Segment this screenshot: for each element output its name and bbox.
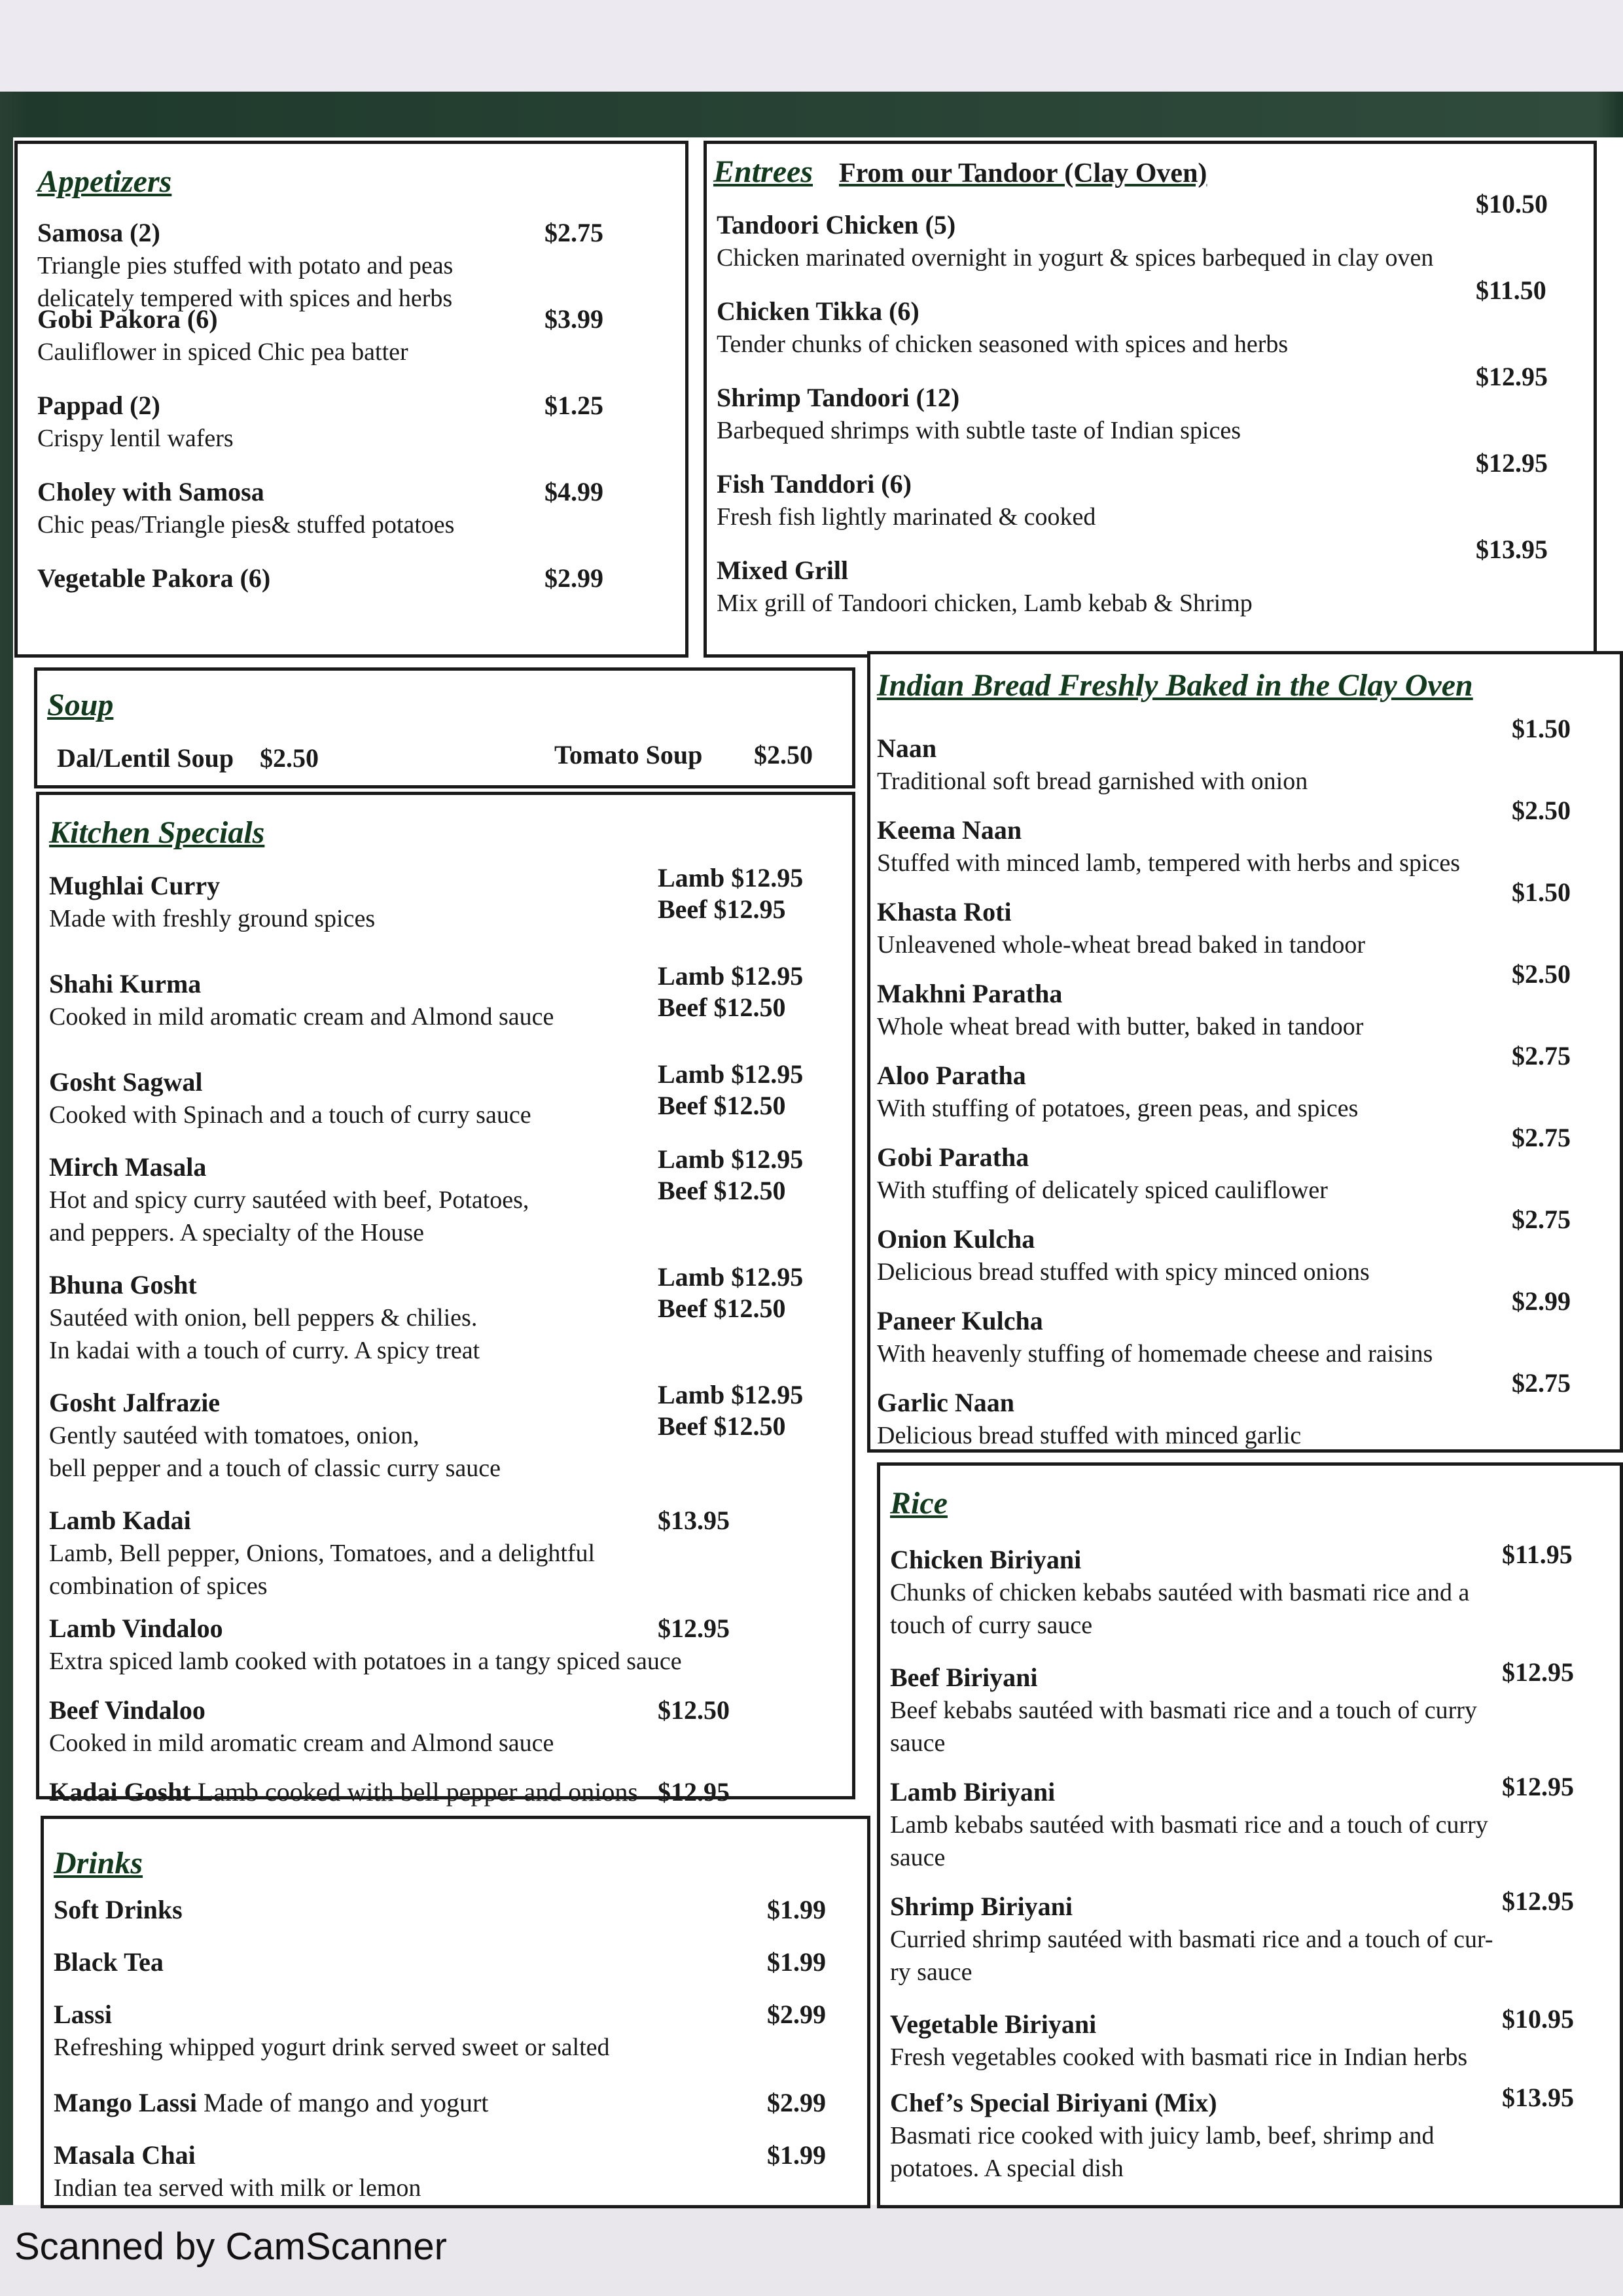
menu-item-description: Triangle pies stuffed with potato and peas: [37, 252, 454, 279]
menu-item-price: Lamb $12.95: [658, 1262, 804, 1292]
menu-item-name: Shrimp Tandoori (12): [717, 383, 960, 412]
menu-item-name: Shahi Kurma: [49, 969, 202, 998]
menu-item-price: $4.99: [544, 477, 603, 506]
menu-item-name: Mirch Masala: [49, 1152, 207, 1182]
entrees-subtitle: From our Tandoor (Clay Oven): [839, 158, 1207, 188]
menu-item-name: Lassi: [54, 2000, 112, 2029]
menu-item-description: Mix grill of Tandoori chicken, Lamb kebab & Shrimp: [717, 590, 1253, 617]
menu-item-description: Fresh vegetables cooked with basmati rice in Indian herbs: [890, 2043, 1468, 2071]
menu-item-price: $10.50: [1476, 189, 1548, 219]
menu-item-name: Choley with Samosa: [37, 477, 264, 506]
menu-item-description: With heavenly stuffing of homemade cheese and raisins: [877, 1340, 1433, 1368]
menu-item-description: Unleavened whole-wheat bread baked in tandoor: [877, 931, 1365, 959]
menu-item-price: Lamb $12.95: [658, 1144, 804, 1174]
menu-item-price: $12.50: [658, 1695, 730, 1725]
menu-item-description: Made with freshly ground spices: [49, 905, 376, 932]
menu-item-description: Refreshing whipped yogurt drink served sweet or salted: [54, 2034, 610, 2061]
menu-item-price: $11.95: [1502, 1540, 1573, 1569]
menu-item-description: Crispy lentil wafers: [37, 425, 234, 452]
menu-item-price: Lamb $12.95: [658, 1380, 804, 1409]
menu-item-name: Beef Vindaloo: [49, 1695, 205, 1725]
menu-item-name: Vegetable Pakora (6): [37, 563, 271, 593]
menu-item-description: bell pepper and a touch of classic curry sauce: [49, 1455, 501, 1482]
menu-item-description: With stuffing of delicately spiced cauliflower: [877, 1176, 1328, 1204]
soup-title: Soup: [47, 688, 114, 722]
menu-item-description: Extra spiced lamb cooked with potatoes in a tangy spiced sauce: [49, 1648, 682, 1675]
menu-item-name: Kadai Gosht Lamb cooked with bell pepper and onions: [49, 1777, 638, 1807]
menu-item-price: $1.50: [1512, 714, 1571, 743]
rice-section: [877, 1462, 1623, 2208]
menu-item-description: Cooked in mild aromatic cream and Almond sauce: [49, 1729, 554, 1757]
menu-item-price: $2.75: [1512, 1205, 1571, 1234]
soup-item-price: $2.50: [754, 740, 813, 769]
menu-item-price: $12.95: [1502, 1772, 1574, 1801]
menu-item-name: Paneer Kulcha: [877, 1306, 1043, 1335]
menu-item-description: and peppers. A specialty of the House: [49, 1219, 425, 1246]
bread-title: Indian Bread Freshly Baked in the Clay Oven: [877, 668, 1473, 703]
menu-item-description: combination of spices: [49, 1572, 268, 1600]
menu-item-description: Chic peas/Triangle pies& stuffed potatoes: [37, 511, 455, 539]
menu-item-name: Lamb Vindaloo: [49, 1614, 223, 1643]
menu-item-name: Gobi Pakora (6): [37, 304, 218, 334]
soup-item-price: $2.50: [260, 743, 319, 773]
menu-item-price: Lamb $12.95: [658, 1059, 804, 1089]
kitchen-specials-section: [36, 792, 855, 1807]
menu-item-name: Gosht Sagwal: [49, 1067, 203, 1097]
entrees-title-text: Entrees: [713, 154, 813, 189]
menu-item-name: Vegetable Biriyani: [890, 2009, 1097, 2039]
menu-item-name: Samosa (2): [37, 218, 160, 247]
menu-item-price: Beef $12.50: [658, 1176, 786, 1205]
menu-item-description: Beef kebabs sautéed with basmati rice and a touch of curry: [890, 1697, 1477, 1724]
menu-item-name: Mixed Grill: [717, 556, 849, 585]
menu-item-description: Whole wheat bread with butter, baked in tandoor: [877, 1013, 1364, 1040]
soup-item-name: Tomato Soup: [554, 740, 703, 769]
menu-item-price: $12.95: [658, 1614, 730, 1643]
menu-item-price: $1.99: [767, 1947, 826, 1977]
menu-item-price: $2.75: [1512, 1041, 1571, 1070]
menu-item-name: Soft Drinks: [54, 1895, 183, 1924]
menu-item-price: $1.99: [767, 1895, 826, 1924]
menu-item-price: $12.95: [658, 1777, 730, 1807]
menu-item-price: Lamb $12.95: [658, 961, 804, 991]
menu-item-price: $13.95: [658, 1506, 730, 1535]
menu-item-name: Tandoori Chicken (5): [717, 210, 956, 239]
menu-item-price: $2.99: [1512, 1286, 1571, 1316]
menu-item-name: Fish Tanddori (6): [717, 469, 912, 499]
menu-item-price: $12.95: [1476, 362, 1548, 391]
menu-item-price: $12.95: [1476, 448, 1548, 478]
menu-item-price: $13.95: [1502, 2083, 1574, 2112]
menu-item-price: $13.95: [1476, 535, 1548, 564]
menu-item-price: $2.75: [1512, 1368, 1571, 1398]
menu-item-description: ry sauce: [890, 1958, 972, 1986]
menu-item-name: Lamb Kadai: [49, 1506, 191, 1535]
menu-item-description: Curried shrimp sautéed with basmati rice and a touch of cur-: [890, 1926, 1493, 1953]
menu-item-price: $2.75: [1512, 1123, 1571, 1152]
menu-item-name: Onion Kulcha: [877, 1224, 1035, 1254]
menu-item-name: Bhuna Gosht: [49, 1270, 197, 1299]
menu-item-description: delicately tempered with spices and herbs: [37, 285, 453, 312]
menu-item-description: Lamb, Bell pepper, Onions, Tomatoes, and a delightful: [49, 1540, 596, 1567]
entrees-section: [704, 141, 1597, 658]
menu-item-price: $1.99: [767, 2140, 826, 2170]
menu-item-description: In kadai with a touch of curry. A spicy treat: [49, 1337, 480, 1364]
menu-item-description: sauce: [890, 1729, 946, 1757]
menu-item-name: Shrimp Biriyani: [890, 1892, 1073, 1921]
menu-item-description: Tender chunks of chicken seasoned with spices and herbs: [717, 330, 1289, 358]
menu-item-price: Beef $12.50: [658, 1294, 786, 1323]
menu-item-price: $2.99: [767, 2000, 826, 2029]
menu-item-name: Chef’s Special Biriyani (Mix): [890, 2088, 1217, 2117]
menu-item-description: Fresh fish lightly marinated & cooked: [717, 503, 1096, 531]
menu-item-price: $10.95: [1502, 2004, 1574, 2034]
soup-section: [34, 667, 855, 788]
menu-item-description: Cooked in mild aromatic cream and Almond sauce: [49, 1003, 554, 1031]
menu-item-name: Chicken Tikka (6): [717, 296, 919, 326]
menu-item-price: $2.50: [1512, 796, 1571, 825]
drinks-title: Drinks: [54, 1846, 143, 1881]
menu-item-price: Beef $12.50: [658, 1411, 786, 1441]
menu-item-name: Beef Biriyani: [890, 1663, 1038, 1692]
menu-item-name: Lamb Biriyani: [890, 1777, 1056, 1807]
menu-item-description: Sautéed with onion, bell peppers & chilies.: [49, 1304, 478, 1332]
menu-item-name: Makhni Paratha: [877, 979, 1063, 1008]
menu-item-name: Naan: [877, 733, 937, 763]
menu-item-name: Gosht Jalfrazie: [49, 1388, 221, 1417]
menu-item-description: Stuffed with minced lamb, tempered with herbs and spices: [877, 849, 1461, 877]
menu-item-price: $2.99: [544, 563, 603, 593]
menu-item-name: Keema Naan: [877, 815, 1022, 845]
menu-item-description: With stuffing of potatoes, green peas, and spices: [877, 1095, 1359, 1122]
bread-section: [867, 651, 1623, 1453]
menu-item-price: $2.99: [767, 2088, 826, 2117]
menu-item-description: Hot and spicy curry sautéed with beef, Potatoes,: [49, 1186, 529, 1214]
menu-item-price: $1.50: [1512, 877, 1571, 907]
menu-item-inline-desc: Lamb cooked with bell pepper and onions: [190, 1777, 638, 1807]
menu-item-name: Khasta Roti: [877, 897, 1012, 927]
menu-item-description: Indian tea served with milk or lemon: [54, 2174, 421, 2202]
menu-item-description: Gently sautéed with tomatoes, onion,: [49, 1422, 419, 1449]
appetizers-title: Appetizers: [37, 164, 172, 199]
menu-item-description: Delicious bread stuffed with spicy minced onions: [877, 1258, 1370, 1286]
menu-item-price: Beef $12.50: [658, 1091, 786, 1120]
menu-item-description: Lamb kebabs sautéed with basmati rice and a touch of curry: [890, 1811, 1488, 1839]
scan-top-edge: [0, 0, 1623, 92]
menu-item-price: $12.95: [1502, 1886, 1574, 1916]
menu-item-description: potatoes. A special dish: [890, 2155, 1124, 2182]
rice-title: Rice: [890, 1486, 948, 1521]
menu-item-name: Garlic Naan: [877, 1388, 1014, 1417]
menu-item-name: Gobi Paratha: [877, 1142, 1029, 1172]
menu-item-description: Chunks of chicken kebabs sautéed with basmati rice and a: [890, 1579, 1470, 1606]
soup-item-name: Dal/Lentil Soup: [57, 743, 234, 773]
appetizers-section: [14, 141, 688, 658]
menu-item-name: Mango Lassi Made of mango and yogurt: [54, 2088, 489, 2117]
menu-item-name: Pappad (2): [37, 391, 160, 420]
menu-item-inline-desc: Made of mango and yogurt: [196, 2088, 489, 2117]
menu-item-name: Masala Chai: [54, 2140, 196, 2170]
menu-item-price: $1.25: [544, 391, 603, 420]
menu-item-price: Lamb $12.95: [658, 863, 804, 892]
menu-item-description: Traditional soft bread garnished with onion: [877, 768, 1308, 795]
menu-item-name: Black Tea: [54, 1947, 164, 1977]
menu-item-price: Beef $12.95: [658, 894, 786, 924]
entrees-title: [713, 154, 1207, 190]
menu-item-price: $2.75: [544, 218, 603, 247]
menu-item-description: Basmati rice cooked with juicy lamb, beef, shrimp and: [890, 2122, 1435, 2149]
menu-item-price: $3.99: [544, 304, 603, 334]
menu-item-description: touch of curry sauce: [890, 1612, 1093, 1639]
menu-item-price: $11.50: [1476, 275, 1546, 305]
menu-item-price: $12.95: [1502, 1657, 1574, 1687]
kitchen-specials-title: Kitchen Specials: [49, 815, 265, 850]
menu-item-description: Chicken marinated overnight in yogurt & spices barbequed in clay oven: [717, 244, 1434, 272]
menu-item-name: Chicken Biriyani: [890, 1545, 1082, 1574]
menu-item-name: Aloo Paratha: [877, 1061, 1026, 1090]
menu-item-description: Cauliflower in spiced Chic pea batter: [37, 338, 408, 366]
menu-item-description: Cooked with Spinach and a touch of curry sauce: [49, 1101, 531, 1129]
scanner-footer: Scanned by CamScanner: [14, 2225, 447, 2268]
menu-item-description: Delicious bread stuffed with minced garlic: [877, 1422, 1302, 1449]
drinks-section: [41, 1816, 870, 2208]
menu-item-price: Beef $12.50: [658, 993, 786, 1022]
menu-item-description: sauce: [890, 1844, 946, 1871]
menu-item-description: Barbequed shrimps with subtle taste of Indian spices: [717, 417, 1241, 444]
menu-item-price: $2.50: [1512, 959, 1571, 989]
menu-item-name: Mughlai Curry: [49, 871, 221, 900]
